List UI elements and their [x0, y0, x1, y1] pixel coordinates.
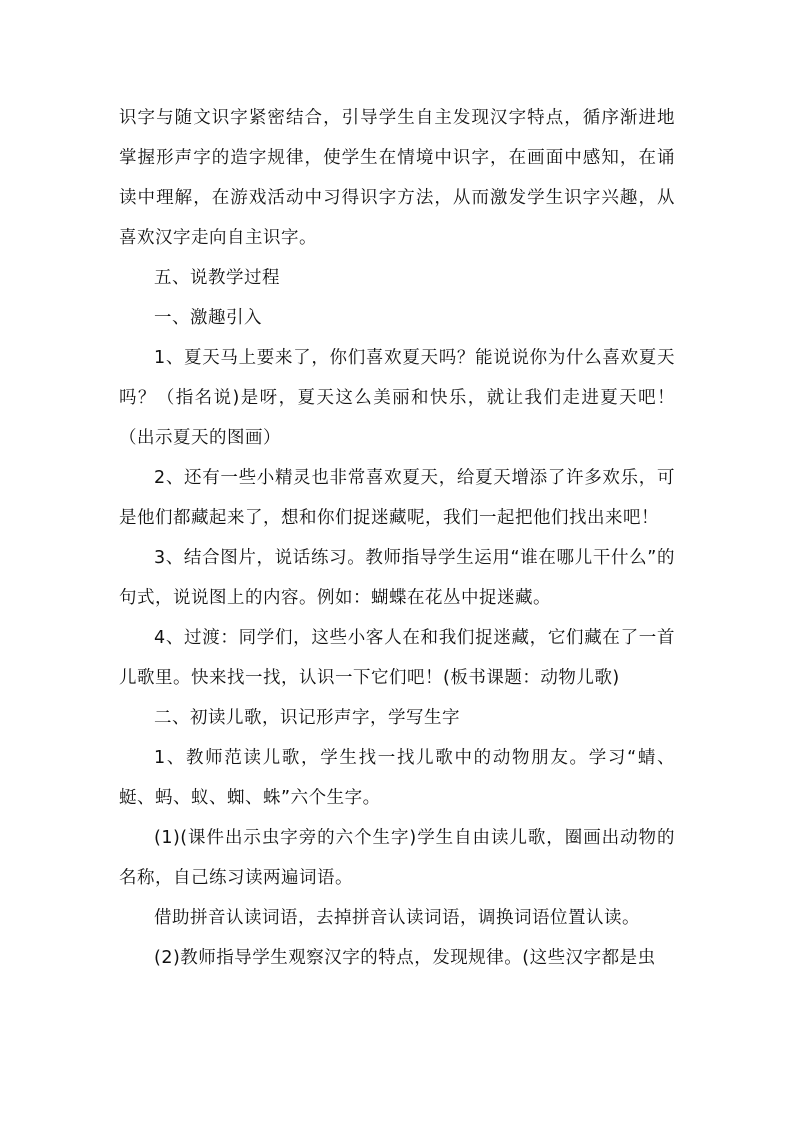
paragraph-step-4: 4、过渡：同学们，这些小客人在和我们捉迷藏，它们藏在了一首儿歌里。快来找一找，认识一下它们吧！(板书课题：动物儿歌) [119, 628, 675, 688]
document-body [119, 98, 675, 978]
paragraph-step-1: 1、夏天马上要来了，你们喜欢夏天吗？能说说你为什么喜欢夏天吗？（指名说)是呀，夏天这么美丽和快乐，就让我们走进夏天吧！（出示夏天的图画） [119, 348, 675, 448]
paragraph-reading-method: 借助拼音认读词语，去掉拼音认读词语，调换词语位置认读。 [154, 908, 640, 928]
heading-teaching-process: 五、说教学过程 [154, 268, 280, 288]
paragraph-intro: 识字与随文识字紧密结合，引导学生自主发现汉字特点，循序渐进地掌握形声字的造字规律，使学生在情境中识字，在画面中感知，在诵读中理解，在游戏活动中习得识字方法，从而激发学生识字兴趣，从喜欢汉字走向自主识字。 [119, 108, 675, 248]
heading-introduction: 一、激趣引入 [154, 308, 262, 328]
paragraph-step-2: 2、还有一些小精灵也非常喜欢夏天，给夏天增添了许多欢乐，可是他们都藏起来了，想和你们捉迷藏呢，我们一起把他们找出来吧！ [119, 468, 675, 528]
paragraph-reading-1: 1、教师范读儿歌，学生找一找儿歌中的动物朋友。学习“蜻、蜓、蚂、蚁、蜘、蛛”六个生字。 [119, 748, 675, 808]
heading-first-reading: 二、初读儿歌，识记形声字，学写生字 [154, 708, 460, 728]
paragraph-reading-1-1: (1)(课件出示虫字旁的六个生字)学生自由读儿歌，圈画出动物的名称，自己练习读两遍词语。 [119, 828, 675, 888]
paragraph-step-3: 3、结合图片，说话练习。教师指导学生运用“谁在哪儿干什么”的句式，说说图上的内容。例如：蝴蝶在花丛中捉迷藏。 [119, 548, 675, 608]
paragraph-reading-1-2: (2)教师指导学生观察汉字的特点，发现规律。(这些汉字都是虫 [154, 948, 656, 968]
